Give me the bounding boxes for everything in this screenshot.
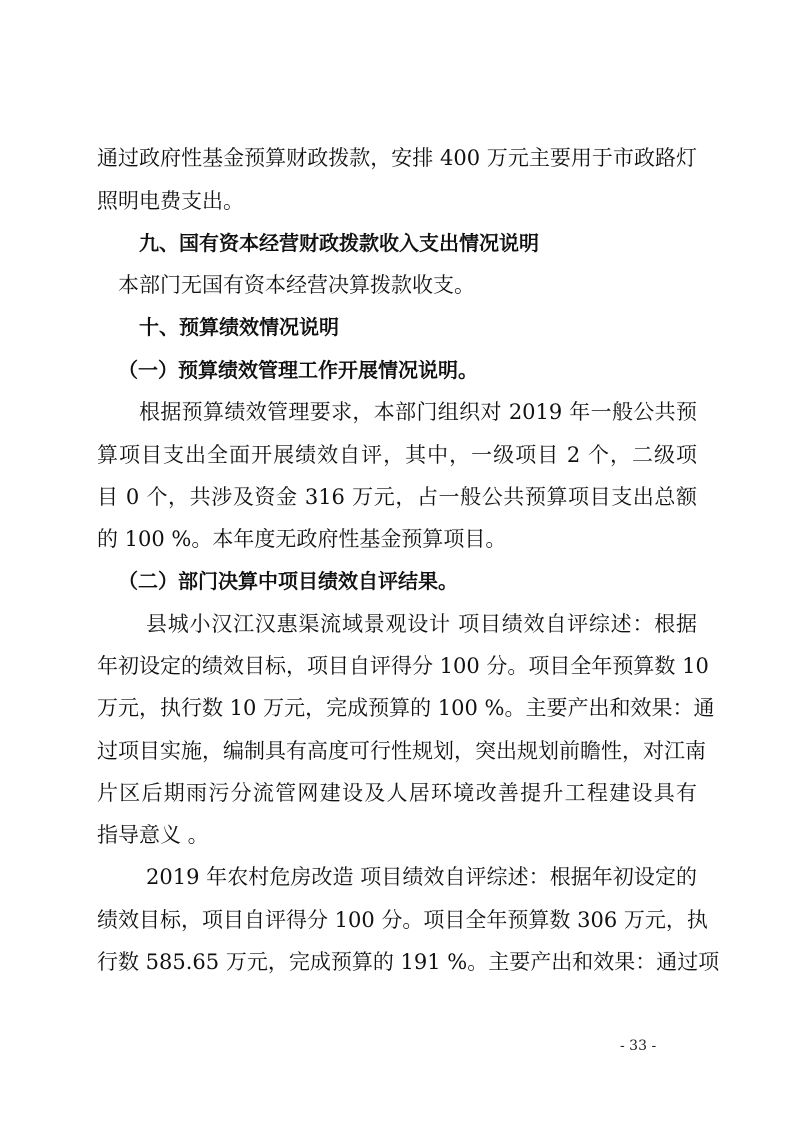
project-1-line-5: 片区后期雨污分流管网建设及人居环境改善提升工程建设具有 — [97, 781, 697, 805]
intro-line-1: 通过政府性基金预算财政拨款，安排 400 万元主要用于市政路灯 — [97, 146, 697, 170]
project-1-line-1: 县城小汉江汉惠渠流域景观设计 项目绩效自评综述：根据 — [146, 612, 697, 636]
section-9-body: 本部门无国有资本经营决算拨款收支。 — [118, 273, 475, 297]
project-1-line-6: 指导意义 。 — [97, 823, 209, 847]
project-2-line-2: 绩效目标，项目自评得分 100 分。项目全年预算数 306 万元，执 — [97, 908, 708, 932]
project-1-line-2: 年初设定的绩效目标，项目自评得分 100 分。项目全年预算数 10 — [97, 654, 709, 678]
section-10-heading: 十、预算绩效情况说明 — [139, 315, 339, 339]
page-number: - 33 - — [620, 1038, 657, 1054]
subsection-1-line-1: 根据预算绩效管理要求，本部门组织对 2019 年一般公共预 — [139, 400, 697, 424]
section-9-heading: 九、国有资本经营财政拨款收入支出情况说明 — [139, 231, 539, 255]
project-2-line-1: 2019 年农村危房改造 项目绩效自评综述：根据年初设定的 — [146, 865, 697, 889]
project-1-line-4: 过项目实施，编制具有高度可行性规划，突出规划前瞻性，对江南 — [97, 739, 706, 763]
project-1-line-3: 万元，执行数 10 万元，完成预算的 100 %。主要产出和效果：通 — [97, 696, 715, 720]
project-2-line-3: 行数 585.65 万元，完成预算的 191 %。主要产出和效果：通过项 — [97, 950, 720, 974]
intro-line-2: 照明电费支出。 — [97, 189, 244, 213]
subsection-1-line-4: 的 100 %。本年度无政府性基金预算项目。 — [97, 527, 507, 551]
subsection-2-heading: （二）部门决算中项目绩效自评结果。 — [118, 569, 458, 593]
subsection-1-line-2: 算项目支出全面开展绩效自评，其中，一级项目 2 个，二级项 — [97, 443, 697, 467]
subsection-1-heading: （一）预算绩效管理工作开展情况说明。 — [118, 358, 478, 382]
subsection-1-line-3: 目 0 个，共涉及资金 316 万元，占一般公共预算项目支出总额 — [97, 485, 697, 509]
